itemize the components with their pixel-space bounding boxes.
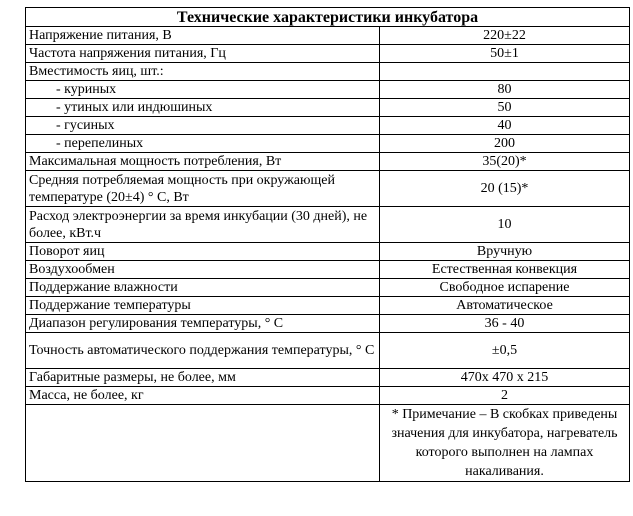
table-row xyxy=(26,333,630,369)
row-label: - перепелиных xyxy=(26,135,380,153)
row-label: Частота напряжения питания, Гц xyxy=(26,45,380,63)
row-value: 200 xyxy=(380,135,630,153)
row-value: Свободное испарение xyxy=(380,279,630,297)
table-row xyxy=(26,81,630,99)
row-label: Воздухообмен xyxy=(26,261,380,279)
row-label: - гусиных xyxy=(26,117,380,135)
row-value: 36 - 40 xyxy=(380,315,630,333)
table-row xyxy=(26,207,630,243)
row-label: Поворот яиц xyxy=(26,243,380,261)
table-row xyxy=(26,99,630,117)
row-label: Вместимость яиц, шт.: xyxy=(26,63,380,81)
row-label: - утиных или индюшиных xyxy=(26,99,380,117)
row-value: ±0,5 xyxy=(380,333,630,369)
row-value: 10 xyxy=(380,207,630,243)
spec-table xyxy=(25,7,630,482)
table-row xyxy=(26,243,630,261)
table-row xyxy=(26,315,630,333)
row-label: Поддержание влажности xyxy=(26,279,380,297)
table-row xyxy=(26,171,630,207)
row-label: Точность автоматического поддержания температуры, ° С xyxy=(26,333,380,369)
row-label: Масса, не более, кг xyxy=(26,387,380,405)
table-row xyxy=(26,117,630,135)
table-row xyxy=(26,387,630,405)
row-label: Диапазон регулирования температуры, ° С xyxy=(26,315,380,333)
table-row xyxy=(26,135,630,153)
note-row xyxy=(26,405,630,482)
row-value: 50±1 xyxy=(380,45,630,63)
table-row xyxy=(26,369,630,387)
row-value: Естественная конвекция xyxy=(380,261,630,279)
row-label: Средняя потребляемая мощность при окружающей температуре (20±4) ° С, Вт xyxy=(26,171,380,207)
row-label: Габаритные размеры, не более, мм xyxy=(26,369,380,387)
row-value: 40 xyxy=(380,117,630,135)
note-empty-cell xyxy=(26,405,380,482)
row-value: 80 xyxy=(380,81,630,99)
row-value: 35(20)* xyxy=(380,153,630,171)
row-label: - куриных xyxy=(26,81,380,99)
row-label: Напряжение питания, В xyxy=(26,27,380,45)
table-row xyxy=(26,297,630,315)
row-value: 2 xyxy=(380,387,630,405)
row-value: 220±22 xyxy=(380,27,630,45)
table-title: Технические характеристики инкубатора xyxy=(26,8,630,27)
table-row xyxy=(26,27,630,45)
row-value: Автоматическое xyxy=(380,297,630,315)
row-value: Вручную xyxy=(380,243,630,261)
row-label: Максимальная мощность потребления, Вт xyxy=(26,153,380,171)
row-value xyxy=(380,63,630,81)
row-value: 20 (15)* xyxy=(380,171,630,207)
table-row xyxy=(26,63,630,81)
table-row xyxy=(26,45,630,63)
row-label: Поддержание температуры xyxy=(26,297,380,315)
footnote: * Примечание – В скобках приведены значения для инкубатора, нагреватель которого выполнен на лампах накаливания. xyxy=(380,405,630,482)
table-row xyxy=(26,261,630,279)
row-value: 50 xyxy=(380,99,630,117)
row-label: Расход электроэнергии за время инкубации (30 дней), не более, кВт.ч xyxy=(26,207,380,243)
row-value: 470х 470 х 215 xyxy=(380,369,630,387)
table-row xyxy=(26,153,630,171)
table-row xyxy=(26,279,630,297)
